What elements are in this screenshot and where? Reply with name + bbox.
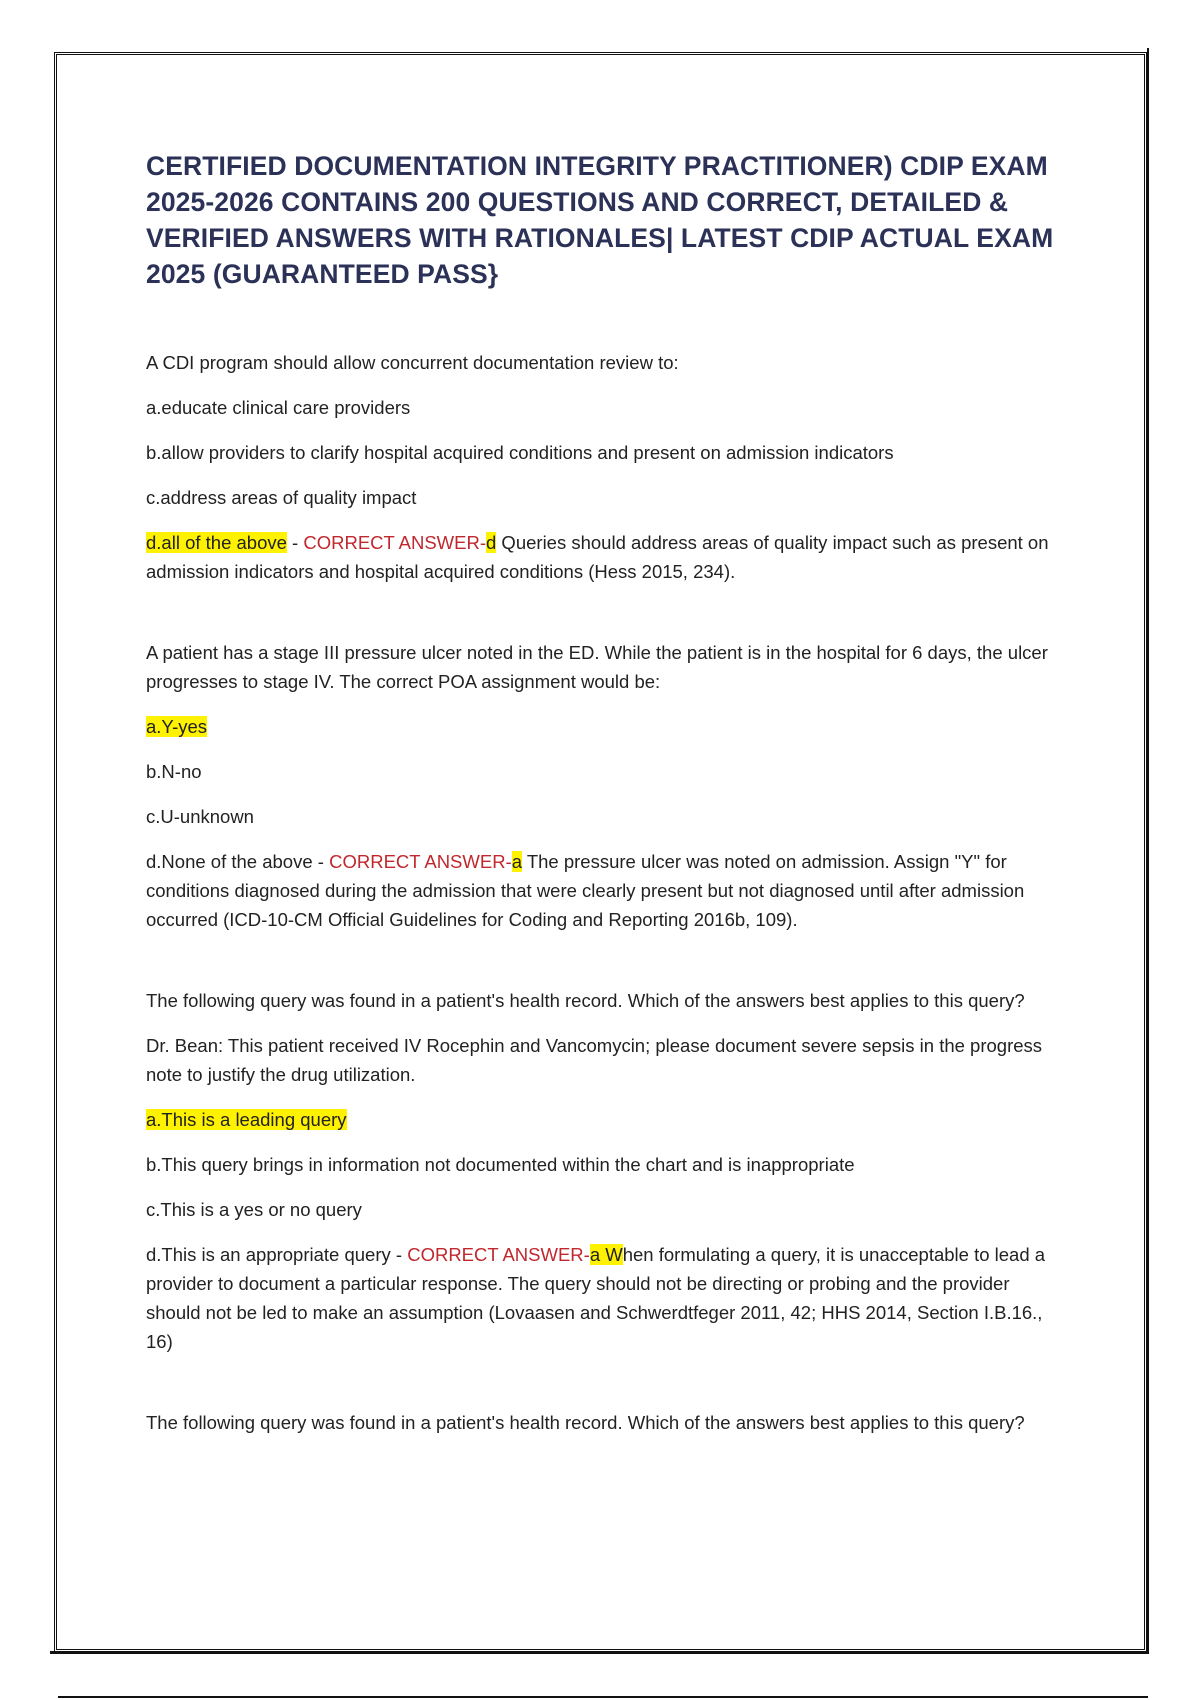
correct-answer-letter: d bbox=[486, 532, 497, 553]
correct-answer-label: CORRECT ANSWER- bbox=[303, 532, 486, 553]
option-a-highlighted: a.This is a leading query bbox=[146, 1109, 347, 1130]
correct-answer-label: CORRECT ANSWER- bbox=[329, 851, 512, 872]
option-c: c.address areas of quality impact bbox=[146, 487, 417, 508]
option-b: b.allow providers to clarify hospital acquired conditions and present on admission indicators bbox=[146, 442, 894, 463]
question-prompt: A CDI program should allow concurrent documentation review to: bbox=[146, 352, 679, 373]
document-body bbox=[146, 148, 1066, 1453]
separator: - bbox=[390, 1244, 408, 1265]
option-c: c.U-unknown bbox=[146, 806, 254, 827]
rationale-text: The pressure ulcer was noted on admission. Assign "Y" for conditions diagnosed during the admission that were clearly present but not diagnosed until after admission occurred (ICD-10-CM Official Guidelines for Coding and Reporting 2016b, 109). bbox=[146, 851, 1025, 930]
option-d: d.This is an appropriate query bbox=[146, 1244, 391, 1265]
separator: - bbox=[286, 532, 304, 553]
question-block-4 bbox=[146, 1408, 1066, 1437]
query-context: Dr. Bean: This patient received IV Rocephin and Vancomycin; please document severe sepsis in the progress note to justify the drug utilization. bbox=[146, 1035, 1043, 1085]
rationale-text: hen formulating a query, it is unacceptable to lead a provider to document a particular response. The query should not be directing or probing and the provider should not be led to make an assumption (Lovaasen and Schwerdtfeger 2011, 42; HHS 2014, Section I.B.16., 16) bbox=[146, 1244, 1046, 1352]
option-c: c.This is a yes or no query bbox=[146, 1199, 362, 1220]
option-b: b.N-no bbox=[146, 761, 202, 782]
rationale-text: Queries should address areas of quality impact such as present on admission indicators and hospital acquired conditions (Hess 2015, 234). bbox=[146, 532, 1049, 582]
question-block-2 bbox=[146, 638, 1066, 934]
question-block-1 bbox=[146, 348, 1066, 586]
option-b: b.This query brings in information not documented within the chart and is inappropriate bbox=[146, 1154, 855, 1175]
option-a bbox=[146, 712, 1066, 741]
option-a: a.educate clinical care providers bbox=[146, 397, 411, 418]
option-d-highlighted: d.all of the above bbox=[146, 532, 287, 553]
next-page-rule bbox=[58, 1696, 1148, 1698]
separator: - bbox=[312, 851, 330, 872]
question-block-3 bbox=[146, 986, 1066, 1356]
option-a bbox=[146, 1105, 1066, 1134]
question-prompt: The following query was found in a patient's health record. Which of the answers best applies to this query? bbox=[146, 990, 1025, 1011]
correct-answer-letter: a bbox=[511, 851, 523, 872]
option-a-highlighted: a.Y-yes bbox=[146, 716, 208, 737]
answer-line bbox=[146, 528, 1066, 586]
document-title: CERTIFIED DOCUMENTATION INTEGRITY PRACTITIONER) CDIP EXAM 2025-2026 CONTAINS 200 QUESTIONS AND CORRECT, DETAILED & VERIFIED ANSWERS WITH RATIONALES| LATEST CDIP ACTUAL EXAM 2025 (GUARANTEED PASS} bbox=[146, 151, 1054, 289]
correct-answer-letter: a W bbox=[589, 1244, 623, 1265]
correct-answer-label: CORRECT ANSWER- bbox=[407, 1244, 590, 1265]
option-d: d.None of the above bbox=[146, 851, 313, 872]
question-prompt: A patient has a stage III pressure ulcer noted in the ED. While the patient is in the hospital for 6 days, the ulcer progresses to stage IV. The correct POA assignment would be: bbox=[146, 642, 1048, 692]
answer-line bbox=[146, 847, 1066, 934]
page-border-shadow-right bbox=[1147, 48, 1149, 1652]
answer-line bbox=[146, 1240, 1066, 1356]
question-prompt: The following query was found in a patient's health record. Which of the answers best applies to this query? bbox=[146, 1412, 1025, 1433]
page-border-shadow-bottom bbox=[50, 1651, 1149, 1654]
